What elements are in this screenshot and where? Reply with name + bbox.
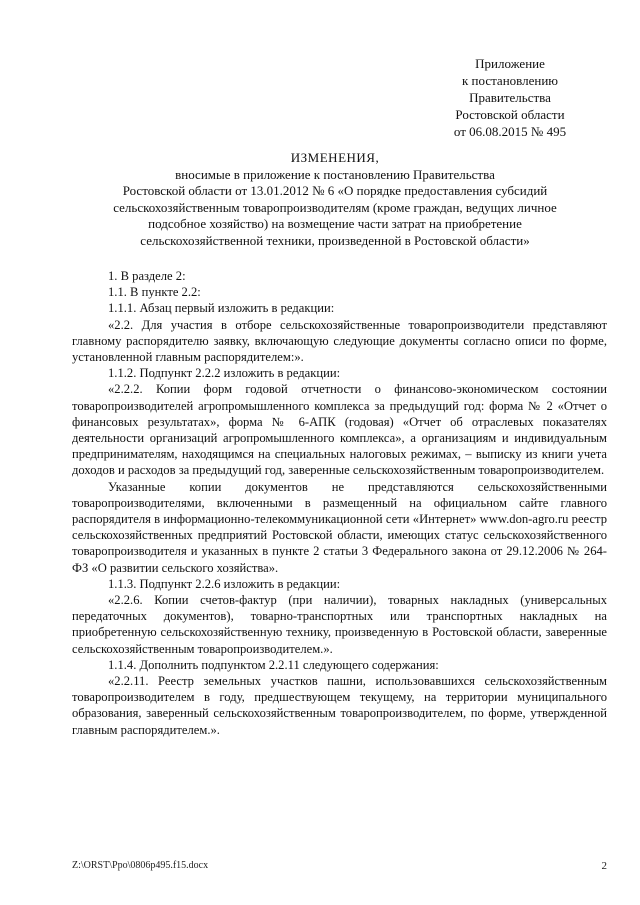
appendix-header [420,55,600,140]
file-path: Z:\ORST\Ppo\0806p495.f15.docx [72,860,209,871]
paragraph: 1. В разделе 2: [108,269,186,283]
title-heading: ИЗМЕНЕНИЯ, [290,150,380,165]
document-title [60,150,610,249]
paragraph: 1.1.1. Абзац первый изложить в редакции: [108,301,335,316]
appendix-line: Правительства [469,90,551,105]
title-line: вносимые в приложение к постановлению Правительства [175,166,495,182]
title-line: сельскохозяйственной техники, произведенной в Ростовской области» [140,232,530,248]
page-number: 2 [601,860,607,872]
paragraph: 1.1. В пункте 2.2: [108,285,201,300]
appendix-line: Приложение [475,56,545,71]
paragraph: 1.1.3. Подпункт 2.2.6 изложить в редакции: [108,576,341,591]
paragraph: Указанные копии документов не представляются сельскохозяйственными товаропроизводителями, включенными в размещенный на официальном сайте главного распорядителя в информационно-телекоммуникационной сети «Интернет» www.don-agro.ru реестр сельскохозяйственных предприятий Ростовской области, имеющих статус сельскохозяйственного товаропроизводителя и указанных в пункте 2 статьи 3 Федерального закона от 29.12.2006 № 264-ФЗ «О развитии сельского хозяйства». [72,479,607,575]
paragraph: «2.2. Для участия в отборе сельскохозяйственные товаропроизводители представляют главному распорядителю заявку, включающую следующие документы согласно описи по форме, установленной главным распорядителем:». [72,317,607,365]
document-body [72,268,607,738]
title-line: Ростовской области от 13.01.2012 № 6 «О порядке предоставления субсидий [122,183,548,198]
paragraph: «2.2.2. Копии форм годовой отчетности о финансово-экономическом состоянии товаропроизводителей агропромышленного комплекса за предыдущий год: форма № 2 «Отчет о финансовых результатах», форма № 6-АПК (годовая) «Отчет об отраслевых показателях деятельности организаций агропромышленного комплекса», а организациям и индивидуальным предпринимателям, находящимся на специальных налоговых режимах, – выписку из книги учета доходов и расходов за предыдущий год, заверенные сельскохозяйственным товаропроизводителем. [72,382,607,478]
paragraph: «2.2.11. Реестр земельных участков пашни, использовавшихся сельскохозяйственным товаропроизводителем в году, предшествующем текущему, на территории муниципального образования, заверенный сельскохозяйственным товаропроизводителем, по форме, утвержденной главным распорядителем.». [72,674,607,737]
appendix-line: Ростовской области [455,107,565,122]
appendix-line: к постановлению [461,73,559,88]
title-line: подсобное хозяйство) на возмещение части затрат на приобретение [148,216,522,231]
appendix-line: от 06.08.2015 № 495 [453,124,567,139]
paragraph: 1.1.4. Дополнить подпунктом 2.2.11 следующего содержания: [108,657,439,672]
title-line: сельскохозяйственным товаропроизводителям (кроме граждан, ведущих личное [113,199,557,215]
paragraph: «2.2.6. Копии счетов-фактур (при наличии), товарных накладных (универсальных передаточных документов), товарно-транспортных или транспортных накладных на приобретенную сельскохозяйственную технику, произведенную в Ростовской области, заверенные сельскохозяйственным товаропроизводителем.». [72,593,607,656]
paragraph: 1.1.2. Подпункт 2.2.2 изложить в редакции: [108,366,341,381]
